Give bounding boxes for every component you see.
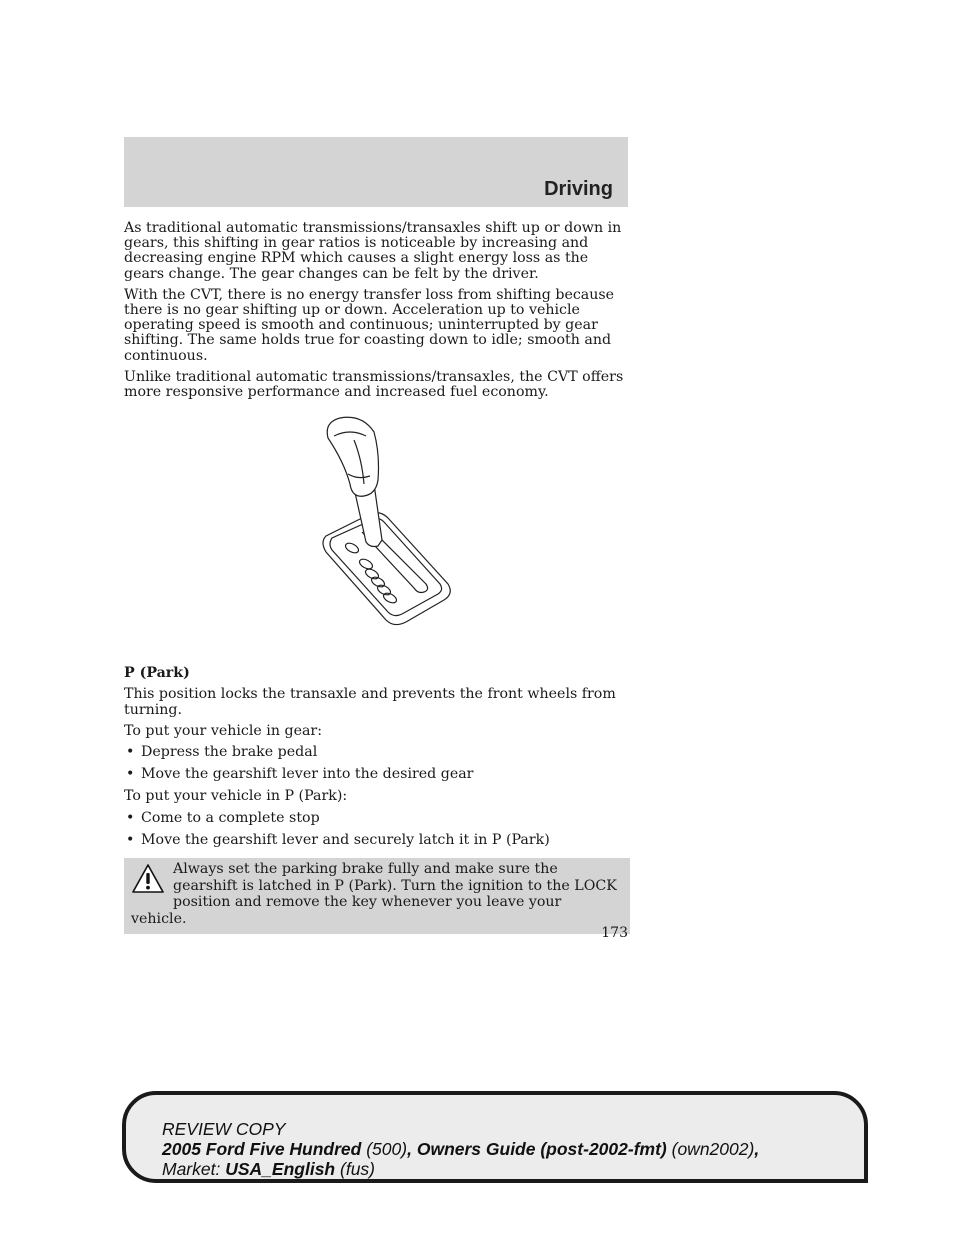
section-header-band bbox=[124, 137, 628, 207]
paragraph-transmission-shift: As traditional automatic transmissions/transaxles shift up or down in gears, this shifting in gear ratios is noticeable by increasing and decreasing engine RPM which causes a slight energy loss as the gears change. The gear changes can be felt by the driver. bbox=[124, 220, 622, 282]
footer-model: 2005 Ford Five Hundred bbox=[162, 1139, 362, 1159]
review-footer bbox=[122, 1091, 868, 1183]
review-copy-label: REVIEW COPY bbox=[162, 1119, 286, 1139]
footer-market-code: (fus) bbox=[340, 1159, 375, 1179]
page-content bbox=[124, 221, 630, 934]
footer-separator: , bbox=[754, 1139, 760, 1159]
page-number: 173 bbox=[601, 925, 628, 941]
park-description: This position locks the transaxle and prevents the front wheels from turning. bbox=[124, 686, 616, 718]
warning-text: Always set the parking brake fully and make sure the gearshift is latched in P (Park). Turn the ignition to the LOCK position and remove the key whenever you leave your vehicle. bbox=[131, 861, 617, 927]
warning-triangle-icon bbox=[131, 863, 165, 895]
footer-market-label: Market: bbox=[162, 1159, 221, 1179]
footer-guide: Owners Guide (post-2002-fmt) bbox=[416, 1139, 667, 1159]
footer-model-code: (500) bbox=[366, 1139, 408, 1159]
footer-separator: , bbox=[407, 1139, 412, 1159]
list-item: • Move the gearshift lever into the desired gear bbox=[126, 766, 474, 783]
gear-steps-list bbox=[124, 745, 630, 782]
footer-guide-code: (own2002) bbox=[671, 1139, 755, 1159]
footer-text bbox=[162, 1119, 759, 1179]
paragraph-cvt-performance: Unlike traditional automatic transmissions/transaxles, the CVT offers more responsive performance and increased fuel economy. bbox=[124, 368, 624, 401]
gear-intro: To put your vehicle in gear: bbox=[124, 722, 322, 739]
gearshift-figure bbox=[124, 414, 630, 652]
paragraph-cvt-no-loss: With the CVT, there is no energy transfer loss from shifting because there is no gear shifting up or down. Acceleration up to vehicle operating speed is smooth and continuous; uninterrupted by gear shifting. The same holds true for coasting down to idle; smooth and continuous. bbox=[124, 286, 615, 364]
section-title: Driving bbox=[544, 178, 613, 200]
footer-market: USA_English bbox=[225, 1159, 336, 1179]
gearshift-lever-illustration bbox=[314, 414, 464, 630]
warning-box bbox=[124, 858, 630, 934]
park-steps-list bbox=[124, 811, 630, 848]
list-item: • Move the gearshift lever and securely latch it in P (Park) bbox=[126, 831, 550, 848]
list-item: • Come to a complete stop bbox=[126, 809, 320, 826]
park-intro: To put your vehicle in P (Park): bbox=[124, 788, 348, 805]
list-item: • Depress the brake pedal bbox=[126, 744, 318, 761]
park-heading: P (Park) bbox=[124, 665, 190, 682]
